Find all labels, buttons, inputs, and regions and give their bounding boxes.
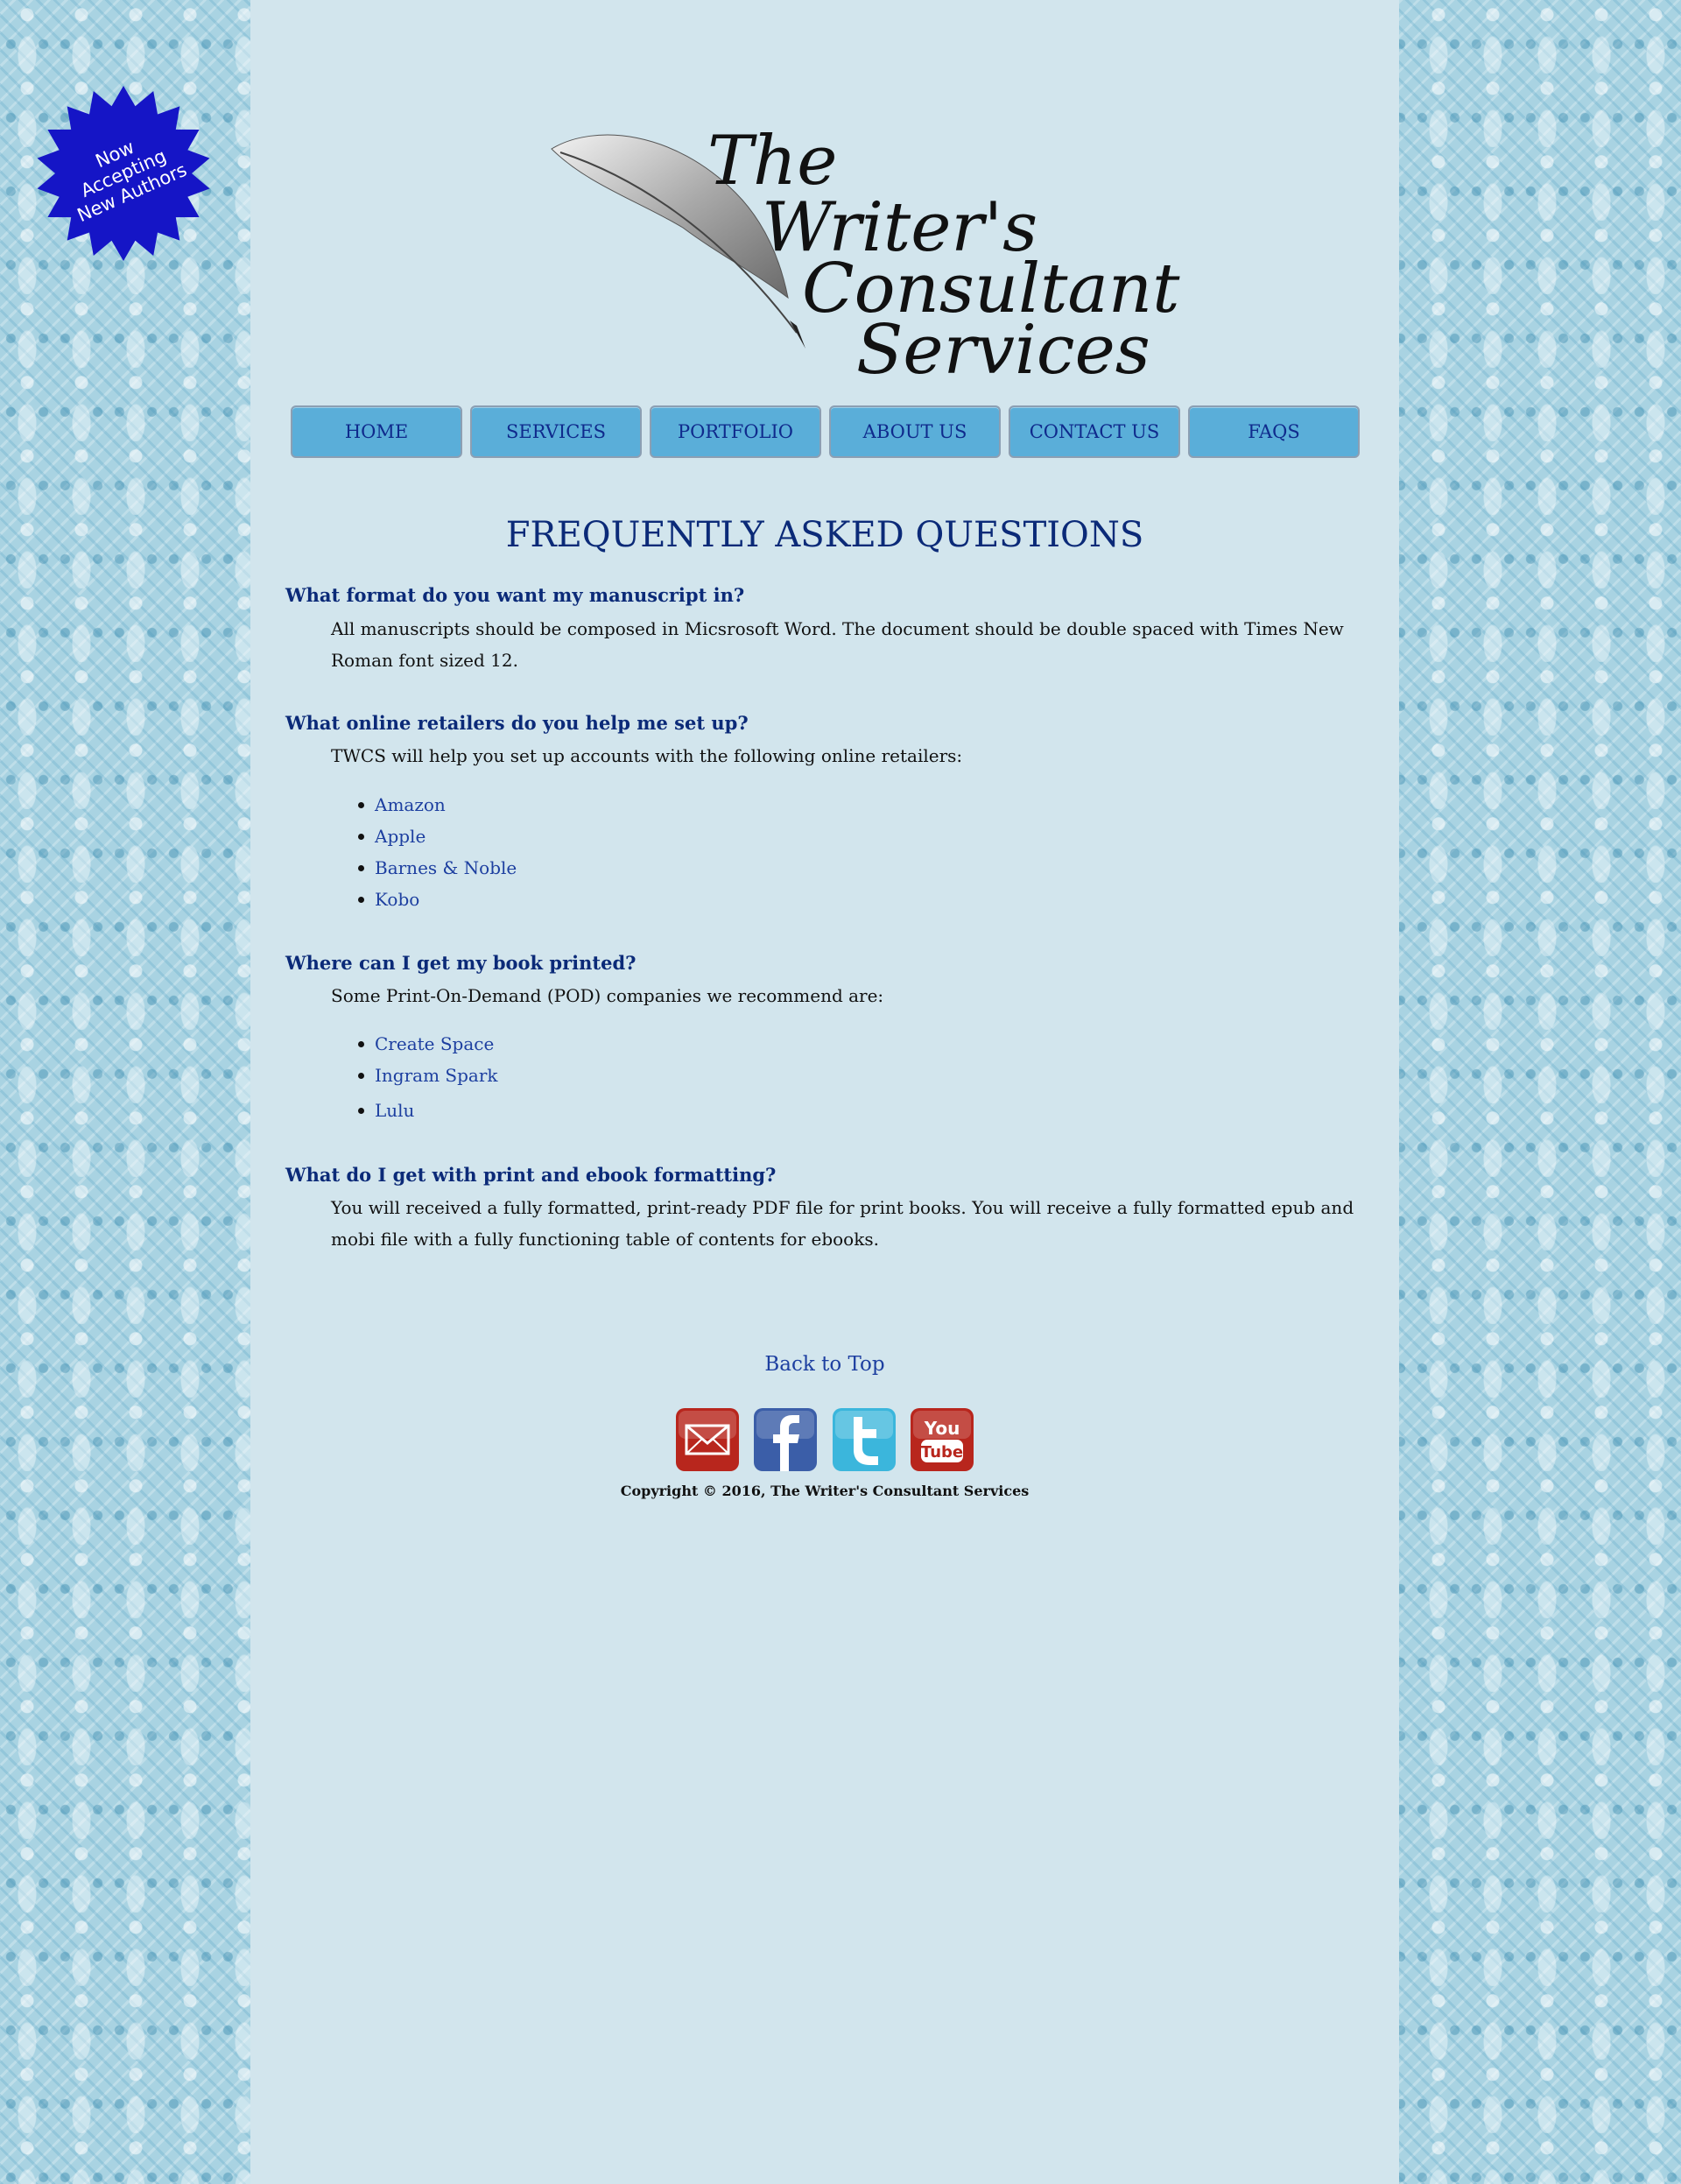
site-logo[interactable] [543, 122, 1180, 390]
now-accepting-badge[interactable] [30, 84, 217, 263]
faq-question: What online retailers do you help me set up? [285, 712, 749, 734]
logo-line-3: Consultant [802, 250, 1180, 328]
logo-line-1: The [707, 122, 838, 201]
logo-line-2: Writer's [762, 188, 1038, 267]
nav-contact-us-button[interactable]: CONTACT US [1009, 405, 1180, 458]
faq-answer: Some Print-On-Demand (POD) companies we recommend are: [331, 985, 884, 1006]
faq-answer: You will received a fully formatted, print-ready PDF file for print books. You will receive a fully formatted epub and mobi file with a fully functioning table of contents for ebooks. [331, 1197, 1354, 1250]
faq-question: Where can I get my book printed? [285, 952, 637, 974]
retailer-link-amazon[interactable]: Amazon [375, 794, 446, 815]
email-icon[interactable] [676, 1408, 739, 1471]
faq-answer: TWCS will help you set up accounts with the following online retailers: [331, 745, 963, 766]
nav-home-button[interactable]: HOME [291, 405, 462, 458]
logo-line-4: Services [856, 311, 1150, 390]
faq-answer: All manuscripts should be composed in Micsrosoft Word. The document should be double spaced with Times New Roman font sized 12. [331, 618, 1344, 671]
retailer-link-barnes-noble[interactable]: Barnes & Noble [375, 857, 517, 878]
nav-about-us-button[interactable]: ABOUT US [829, 405, 1001, 458]
faq-question: What format do you want my manuscript in? [285, 584, 745, 606]
page-title: FREQUENTLY ASKED QUESTIONS [505, 515, 1144, 555]
printer-link-create-space[interactable]: Create Space [375, 1033, 495, 1054]
faq-question: What do I get with print and ebook formatting? [285, 1164, 777, 1186]
youtube-icon[interactable] [911, 1408, 974, 1471]
youtube-you-text: You [924, 1418, 960, 1439]
retailer-link-kobo[interactable]: Kobo [375, 889, 420, 910]
nav-faqs-button[interactable]: FAQS [1188, 405, 1360, 458]
facebook-icon[interactable] [754, 1408, 817, 1471]
printer-link-ingram-spark[interactable]: Ingram Spark [375, 1065, 498, 1086]
back-to-top-link[interactable]: Back to Top [764, 1353, 885, 1376]
main-nav [291, 405, 1359, 458]
badge-text: Now Accepting New Authors [74, 136, 190, 227]
copyright-text: Copyright © 2016, The Writer's Consultant Services [620, 1483, 1030, 1499]
retailer-link-apple[interactable]: Apple [375, 826, 426, 847]
youtube-tube-text: Tube [920, 1443, 964, 1462]
printer-link-lulu[interactable]: Lulu [375, 1100, 415, 1121]
nav-portfolio-button[interactable]: PORTFOLIO [650, 405, 821, 458]
nav-services-button[interactable]: SERVICES [470, 405, 642, 458]
twitter-icon[interactable] [833, 1408, 896, 1471]
